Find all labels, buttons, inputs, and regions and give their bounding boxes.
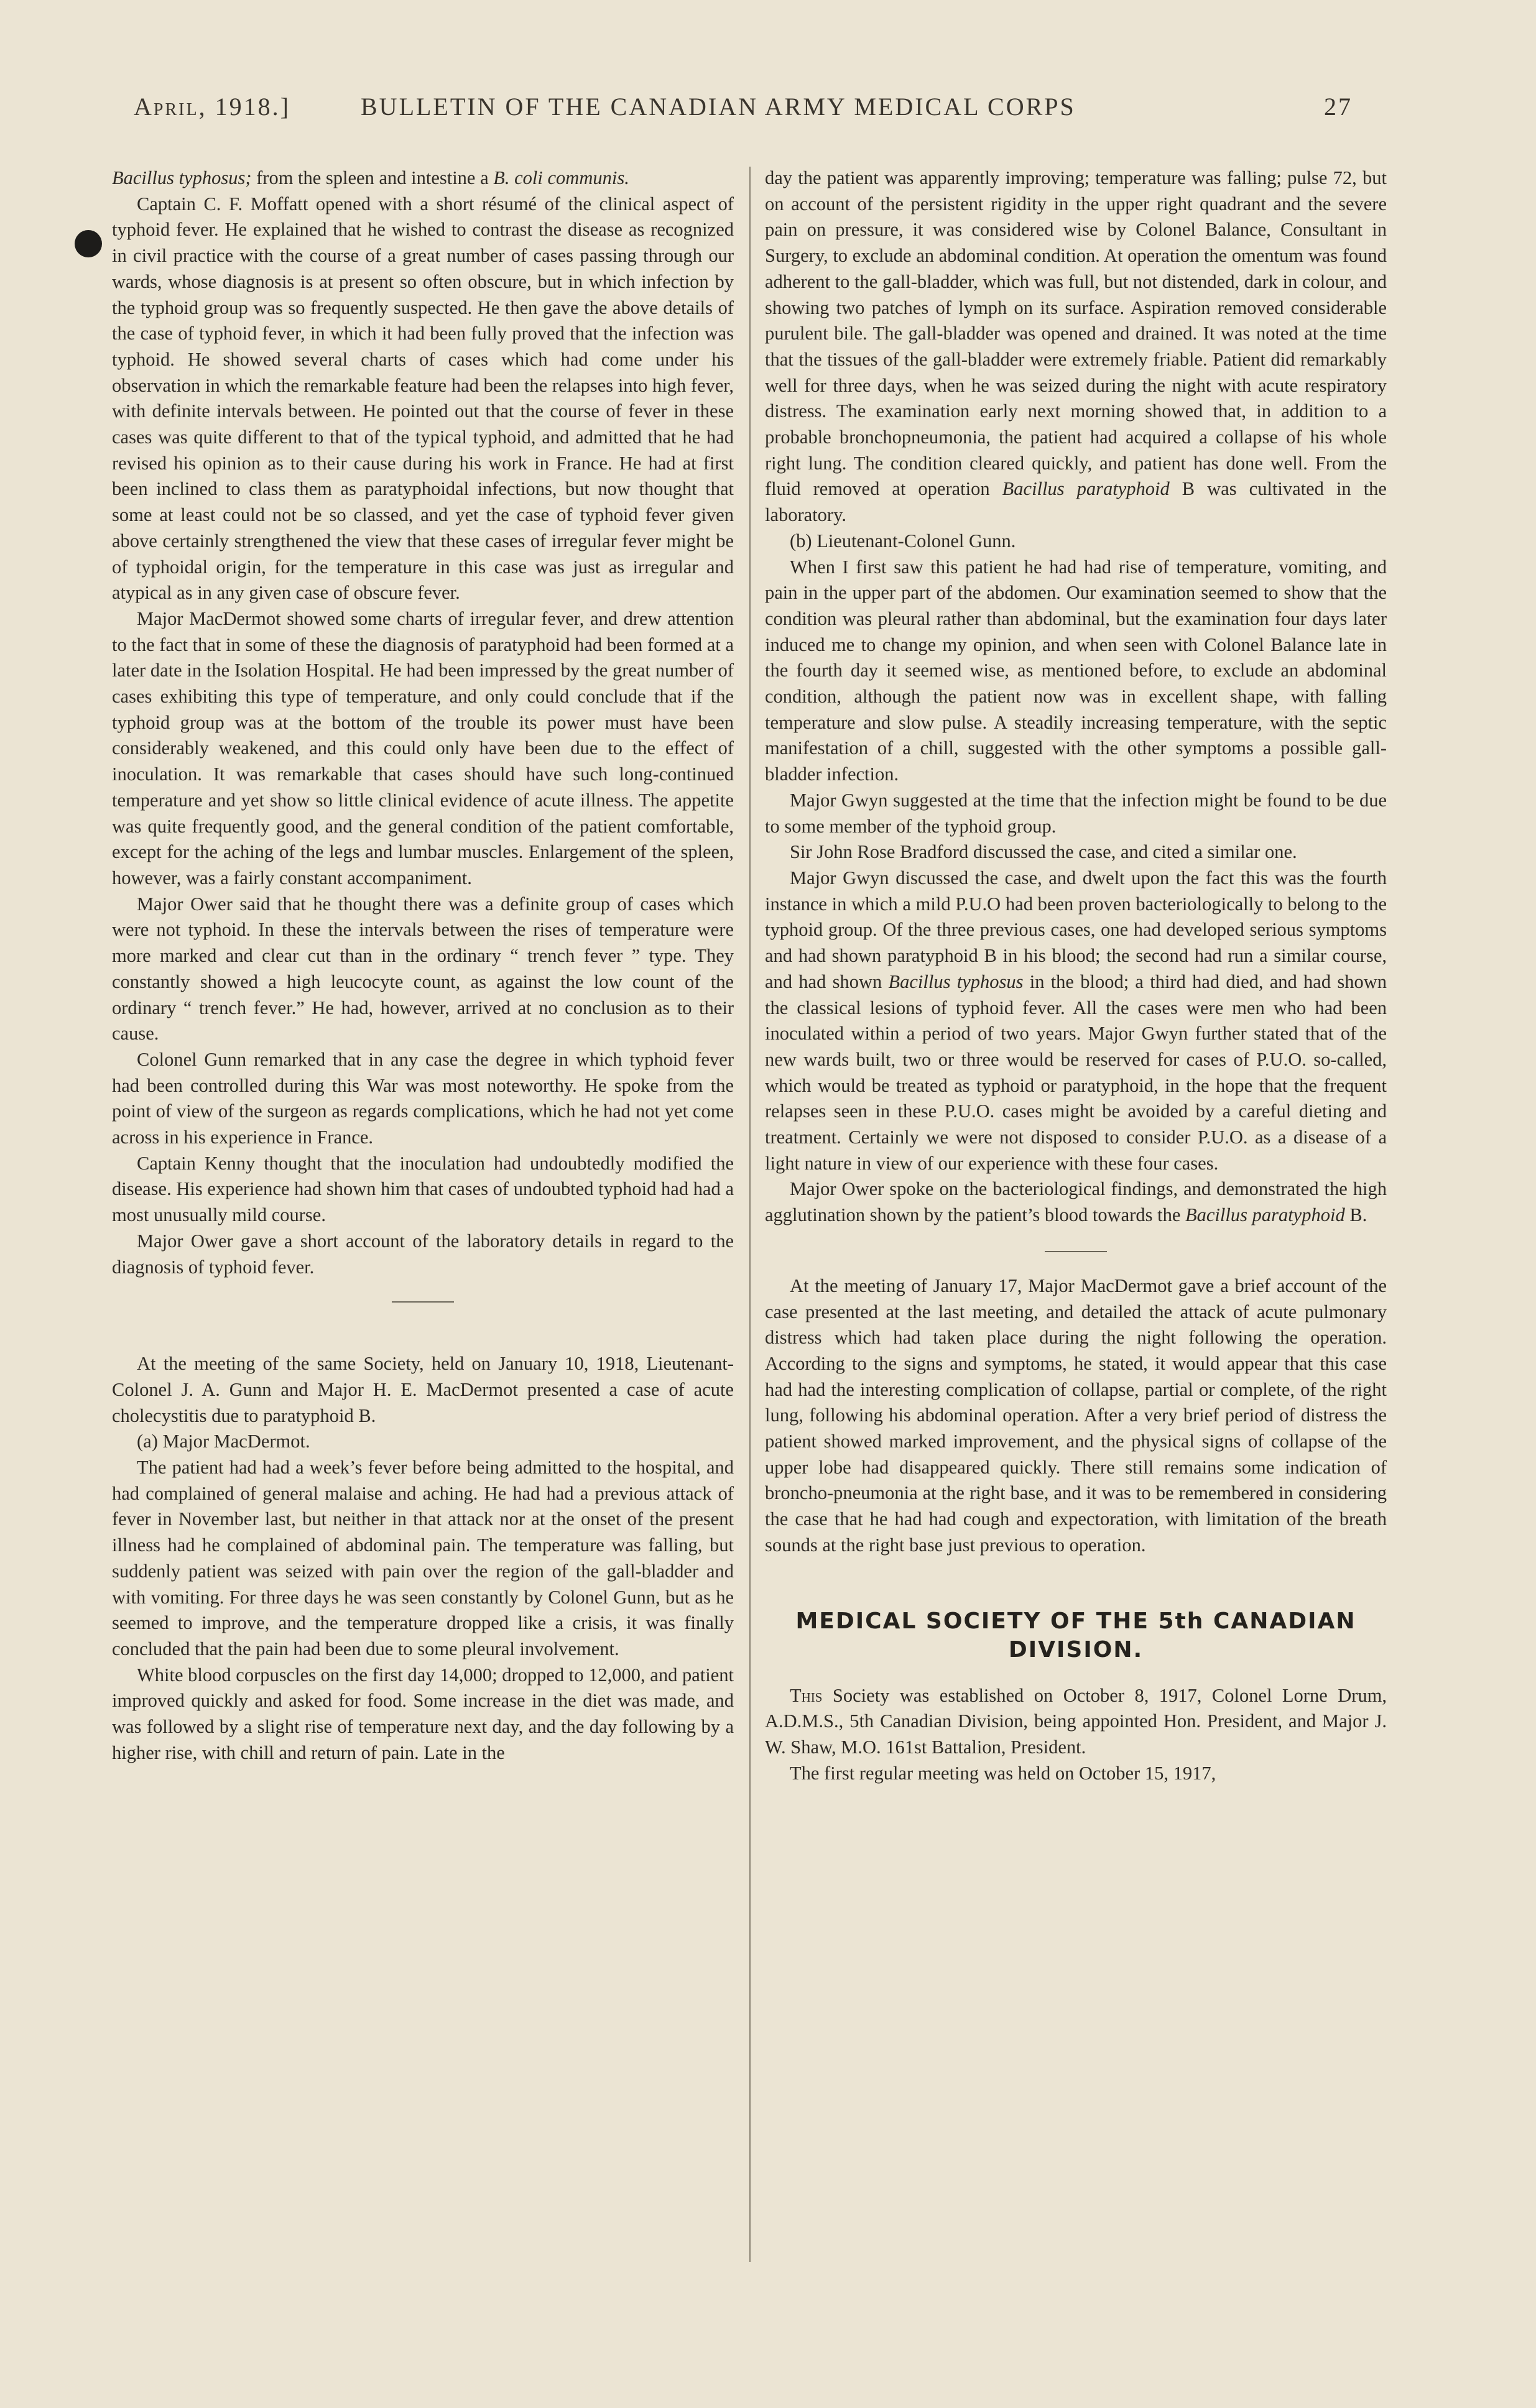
paragraph: Major Gwyn discussed the case, and dwelt upon the fact this was the fourth instance in which a mild P.U.O had been proven bacteriologically to belong to the typhoid group. Of the three previous cases, one had developed serious symptoms and had shown paratyphoid B in his blood; the second had run a similar course, and had shown Bacillus typhosus in the blood; a third had died, and had shown the classical lesions of typhoid fever. All the cases were men who had been inoculated within a period of two years. Major Gwyn further stated that of the new wards built, two or three would be reserved for cases of P.U.O. so-called, which would be treated as typhoid or paratyphoid, in the hope that the frequent relapses seen in these P.U.O. cases might be avoided by a careful dieting and treatment. Certainly we were not disposed to consider P.U.O. as a disease of a light nature in view of our experience with these four cases.	[765, 867, 1387, 1174]
paragraph: At the meeting of January 17, Major MacDermot gave a brief account of the case presented at the last meeting, and detailed the attack of acute pulmonary distress which had taken place during the night following the operation. According to the signs and symptoms, he stated, it would appear that this case had had the interesting complication of collapse, partial or complete, of the right lung, following his abdominal operation. After a very brief period of distress the patient showed marked improvement, and the physical signs of collapse of the upper lobe had disappeared quickly. There still remains some indication of broncho-pneumonia at the right base, and it was to be remembered in considering the case that he had had cough and expectoration, with limitation of the breath sounds at the right base just previous to operation.	[765, 1275, 1387, 1556]
paragraph: Bacillus typhosus; from the spleen and intestine a B. coli communis.	[112, 167, 629, 188]
paragraph: Major Ower spoke on the bacteriological findings, and demonstrated the high agglutination shown by the patient’s blood towards the Bacillus paratyphoid B.	[765, 1178, 1387, 1226]
section-divider	[1045, 1251, 1107, 1252]
paragraph: Major Ower said that he thought there was a definite group of cases which were not typhoid. In these the intervals between the rises of temperature were more marked and clear cut than in the ordinary “ trench fever ” type. They constantly showed a high leucocyte count, as against the low count of the ordinary “ trench fever.” He had, however, arrived at no conclusion as to their cause.	[112, 893, 734, 1045]
paragraph: (b) Lieutenant-Colonel Gunn.	[790, 530, 1016, 551]
paragraph: The patient had had a week’s fever before being admitted to the hospital, and had complained of general malaise and aching. He had had a previous attack of fever in November last, but neither in that attack nor at the onset of the present illness had he complained of abdominal pain. The temperature was falling, but suddenly patient was seized with pain over the region of the gall-bladder and with vomiting. For three days he was seen constantly by Colonel Gunn, but as he seemed to improve, and the temperature dropped like a crisis, it was finally concluded that the pain had been due to some pleural involvement.	[112, 1457, 734, 1659]
paragraph: (a) Major MacDermot.	[137, 1431, 310, 1452]
paragraph: Major Gwyn suggested at the time that the infection might be found to be due to some member of the typhoid group.	[765, 789, 1387, 837]
paragraph: Captain Kenny thought that the inoculation had undoubtedly modified the disease. His experience had shown him that cases of undoubted typhoid had had a most unusually mild course.	[112, 1152, 734, 1226]
issue-date: April, 1918.]	[134, 93, 290, 121]
section-divider	[392, 1301, 454, 1303]
paragraph: Major MacDermot showed some charts of irregular fever, and drew attention to the fact that in some of these the diagnosis of paratyphoid had been formed at a later date in the Isolation Hospital. He had been impressed by the great number of cases exhibiting this type of temperature, and only could conclude that if the typhoid group was at the bottom of the trouble its power must have been considerably weakened, and this could only have been due to the effect of inoculation. It was remarkable that cases should have such long-continued temperature and yet show so little clinical evidence of acute illness. The appetite was quite frequently good, and the general condition of the patient comfortable, except for the aching of the legs and lumbar muscles. Enlargement of the spleen, however, was a fairly constant accompaniment.	[112, 607, 734, 888]
column-divider	[749, 167, 751, 2262]
paragraph: day the patient was apparently improving; temperature was falling; pulse 72, but on account of the persistent rigidity in the upper right quadrant and the severe pain on pressure, it was considered wise by Colonel Balance, Consultant in Surgery, to exclude an abdominal condition. At operation the omentum was found adherent to the gall-bladder, which was full, but not distended, dark in colour, and showing two patches of lymph on its surface. Aspiration removed considerable purulent bile. The gall-bladder was opened and drained. It was noted at the time that the tissues of the gall-bladder were extremely friable. Patient did remarkably well for three days, when he was seized during the night with acute respiratory distress. The examination early next morning showed that, in addition to a probable bronchopneumonia, the patient had acquired a collapse of his whole right lung. The condition cleared quickly, and patient has done well. From the fluid removed at operation Bacillus paratyphoid B was cultivated in the laboratory.	[765, 167, 1387, 526]
paragraph: When I first saw this patient he had had rise of temperature, vomiting, and pain in the upper part of the abdomen. Our examination seemed to show that the condition was pleural rather than abdominal, but the examination four days later induced me to change my opinion, and when seen with Colonel Balance late in the fourth day it seemed wise, as mentioned before, to exclude an abdominal condition, although the patient now was in excellent shape, with falling temperature and slow pulse. A steadily increasing temperature, with the septic manifestation of a chill, suggested with the other symptoms a possible gall-bladder infection.	[765, 556, 1387, 785]
journal-title: BULLETIN OF THE CANADIAN ARMY MEDICAL CORPS	[361, 93, 1076, 121]
left-column	[112, 165, 734, 1766]
paragraph: Captain C. F. Moffatt opened with a short résumé of the clinical aspect of typhoid fever. He explained that he wished to contrast the disease as recognized in civil practice with the course of a great number of cases passing through our wards, whose diagnosis is at present so often obscure, but in which infection by the typhoid group was so frequently suspected. He then gave the above details of the case of typhoid fever, in which it had been fully proved that the infection was typhoid. He showed several charts of cases which had come under his observation in which the remarkable feature had been the relapses into high fever, with definite intervals between. He pointed out that the course of fever in these cases was quite different to that of the typical typhoid, and admitted that he had revised his opinion as to their cause during his work in France. He had at first been inclined to class them as paratyphoidal infections, but now thought that some at least could not be so classed, and yet the case of typhoid fever given above certainly strengthened the view that these cases of irregular fever might be of typhoidal origin, for the temperature in this case was just as irregular and atypical as in any given case of obscure fever.	[112, 193, 734, 604]
right-column	[765, 165, 1387, 1786]
paragraph: Major Ower gave a short account of the laboratory details in regard to the diagnosis of typhoid fever.	[112, 1230, 734, 1278]
paragraph: White blood corpuscles on the first day 14,000; dropped to 12,000, and patient improved quickly and asked for food. Some increase in the diet was made, and was followed by a slight rise of temperature next day, and the day following by a higher rise, with chill and return of pain. Late in the	[112, 1664, 734, 1763]
paragraph: Colonel Gunn remarked that in any case the degree in which typhoid fever had been controlled during this War was most noteworthy. He spoke from the point of view of the surgeon as regards complications, which he had not yet come across in his experience in France.	[112, 1048, 734, 1148]
paragraph: The first regular meeting was held on October 15, 1917,	[790, 1762, 1216, 1784]
paragraph: This Society was established on October 8, 1917, Colonel Lorne Drum, A.D.M.S., 5th Canadian Division, being appointed Hon. President, and Major J. W. Shaw, M.O. 161st Battalion, President.	[765, 1684, 1387, 1758]
paragraph: At the meeting of the same Society, held on January 10, 1918, Lieutenant-Colonel J. A. Gunn and Major H. E. MacDermot presented a case of acute cholecystitis due to paratyphoid B.	[112, 1353, 734, 1426]
running-header	[134, 92, 1371, 129]
page-number: 27	[1324, 93, 1353, 121]
paragraph: Sir John Rose Bradford discussed the case, and cited a similar one.	[790, 841, 1297, 863]
section-heading: MEDICAL SOCIETY OF THE 5th CANADIAN DIVISION.	[795, 1608, 1356, 1663]
binding-hole	[75, 230, 102, 257]
